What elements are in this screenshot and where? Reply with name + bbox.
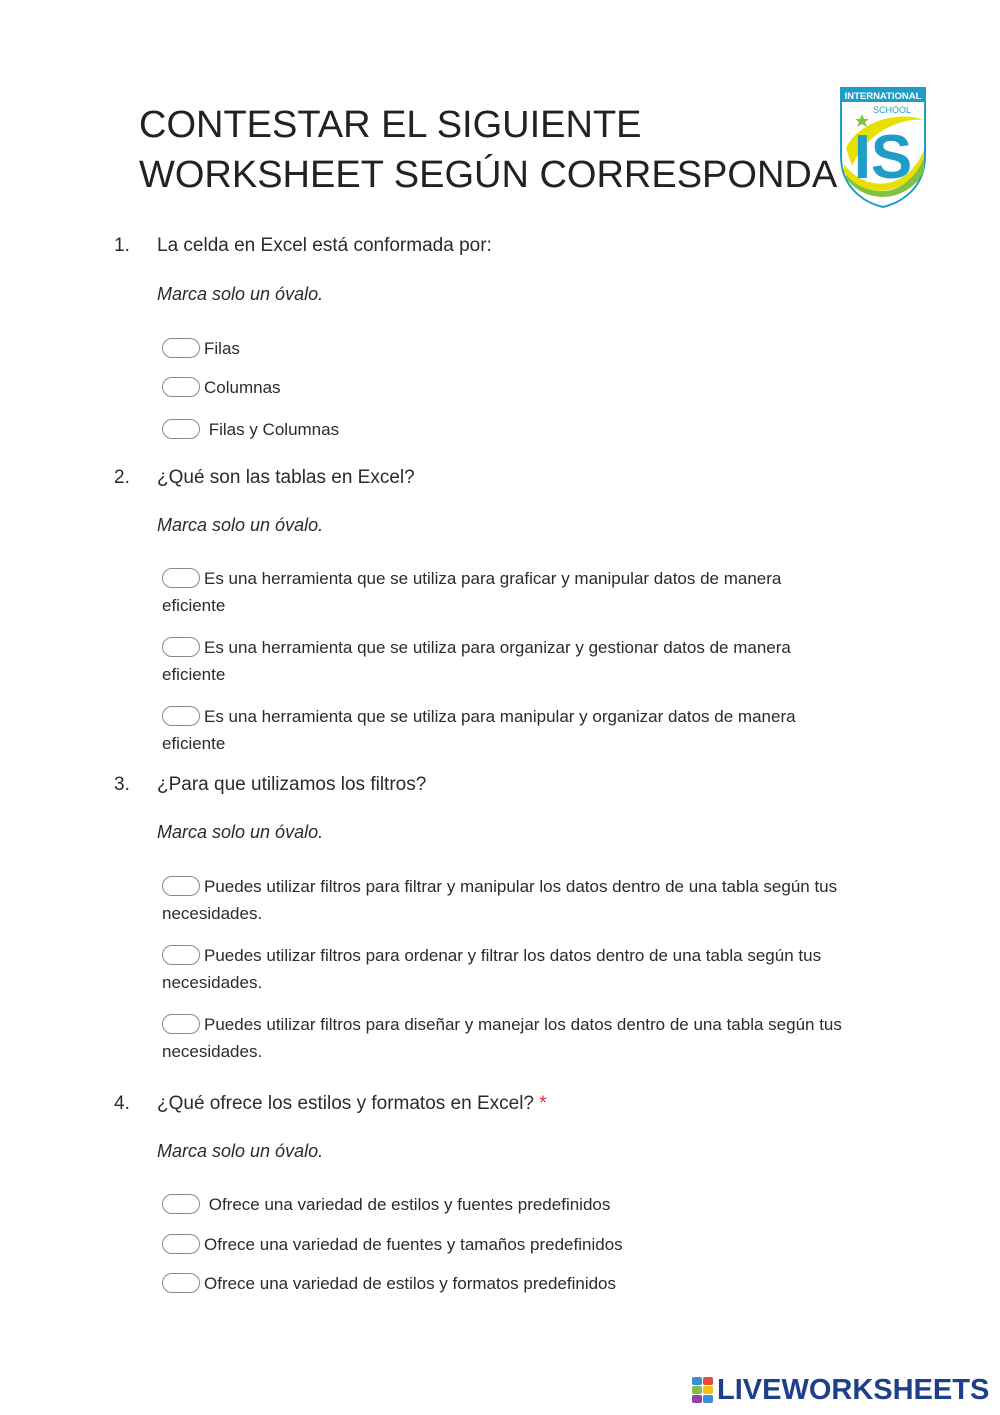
option-item[interactable] bbox=[162, 1231, 892, 1258]
option-label: Es una herramienta que se utiliza para manipular y organizar datos de manera eficiente bbox=[162, 707, 796, 753]
option-item[interactable] bbox=[162, 942, 877, 996]
option-item[interactable] bbox=[162, 703, 842, 757]
question-hint: Marca solo un óvalo. bbox=[157, 822, 324, 842]
liveworksheets-logo-icon bbox=[692, 1376, 714, 1404]
question-text: ¿Qué son las tablas en Excel? bbox=[157, 467, 415, 488]
question-text: ¿Para que utilizamos los filtros? bbox=[157, 774, 427, 795]
radio-oval[interactable] bbox=[162, 377, 200, 397]
option-label: Columnas bbox=[204, 378, 281, 397]
school-logo bbox=[838, 86, 928, 208]
liveworksheets-brand bbox=[692, 1374, 989, 1406]
question-number: 2. bbox=[114, 467, 130, 488]
radio-oval[interactable] bbox=[162, 706, 200, 726]
option-item[interactable] bbox=[162, 335, 892, 362]
option-item[interactable] bbox=[162, 873, 862, 927]
option-item[interactable] bbox=[162, 416, 892, 443]
option-label: Ofrece una variedad de fuentes y tamaños predefinidos bbox=[204, 1235, 623, 1254]
option-label: Puedes utilizar filtros para ordenar y filtrar los datos dentro de una tabla según tus necesidades. bbox=[162, 946, 822, 992]
question-text bbox=[157, 1093, 547, 1115]
radio-oval[interactable] bbox=[162, 419, 200, 439]
radio-oval[interactable] bbox=[162, 637, 200, 657]
radio-oval[interactable] bbox=[162, 1234, 200, 1254]
question-hint: Marca solo un óvalo. bbox=[157, 515, 324, 535]
option-label: Puedes utilizar filtros para diseñar y manejar los datos dentro de una tabla según tus necesidades. bbox=[162, 1015, 842, 1061]
radio-oval[interactable] bbox=[162, 1273, 200, 1293]
option-item[interactable] bbox=[162, 1011, 897, 1065]
option-label: Es una herramienta que se utiliza para organizar y gestionar datos de manera eficiente bbox=[162, 638, 791, 684]
option-item[interactable] bbox=[162, 374, 892, 401]
option-label: Ofrece una variedad de estilos y fuentes predefinidos bbox=[204, 1195, 611, 1214]
radio-oval[interactable] bbox=[162, 568, 200, 588]
question-number: 1. bbox=[114, 235, 130, 256]
title-line-1: CONTESTAR EL SIGUIENTE bbox=[139, 104, 642, 146]
title-line-2: WORKSHEET SEGÚN CORRESPONDA bbox=[139, 154, 838, 196]
question-hint: Marca solo un óvalo. bbox=[157, 284, 324, 304]
radio-oval[interactable] bbox=[162, 1194, 200, 1214]
svg-text:IS: IS bbox=[853, 123, 913, 192]
question-text: La celda en Excel está conformada por: bbox=[157, 235, 492, 256]
option-label: Filas y Columnas bbox=[204, 420, 340, 439]
question-number: 4. bbox=[114, 1093, 130, 1114]
question-number: 3. bbox=[114, 774, 130, 795]
worksheet-title bbox=[139, 100, 839, 200]
radio-oval[interactable] bbox=[162, 1014, 200, 1034]
option-label: Ofrece una variedad de estilos y formatos predefinidos bbox=[204, 1274, 617, 1293]
option-label: Filas bbox=[204, 339, 240, 358]
radio-oval[interactable] bbox=[162, 876, 200, 896]
option-label: Puedes utilizar filtros para filtrar y manipular los datos dentro de una tabla según tus necesidades. bbox=[162, 877, 838, 923]
svg-text:INTERNATIONAL: INTERNATIONAL bbox=[844, 91, 922, 102]
radio-oval[interactable] bbox=[162, 338, 200, 358]
brand-text: LIVEWORKSHEETS bbox=[717, 1373, 990, 1406]
option-item[interactable] bbox=[162, 565, 842, 619]
svg-text:SCHOOL: SCHOOL bbox=[872, 105, 912, 115]
question-hint: Marca solo un óvalo. bbox=[157, 1141, 324, 1161]
option-item[interactable] bbox=[162, 634, 842, 688]
option-label: Es una herramienta que se utiliza para graficar y manipular datos de manera eficiente bbox=[162, 569, 782, 615]
required-mark: * bbox=[539, 1093, 547, 1114]
option-item[interactable] bbox=[162, 1191, 892, 1218]
radio-oval[interactable] bbox=[162, 945, 200, 965]
question-text-label: ¿Qué ofrece los estilos y formatos en Excel? bbox=[157, 1093, 534, 1114]
option-item[interactable] bbox=[162, 1270, 892, 1297]
